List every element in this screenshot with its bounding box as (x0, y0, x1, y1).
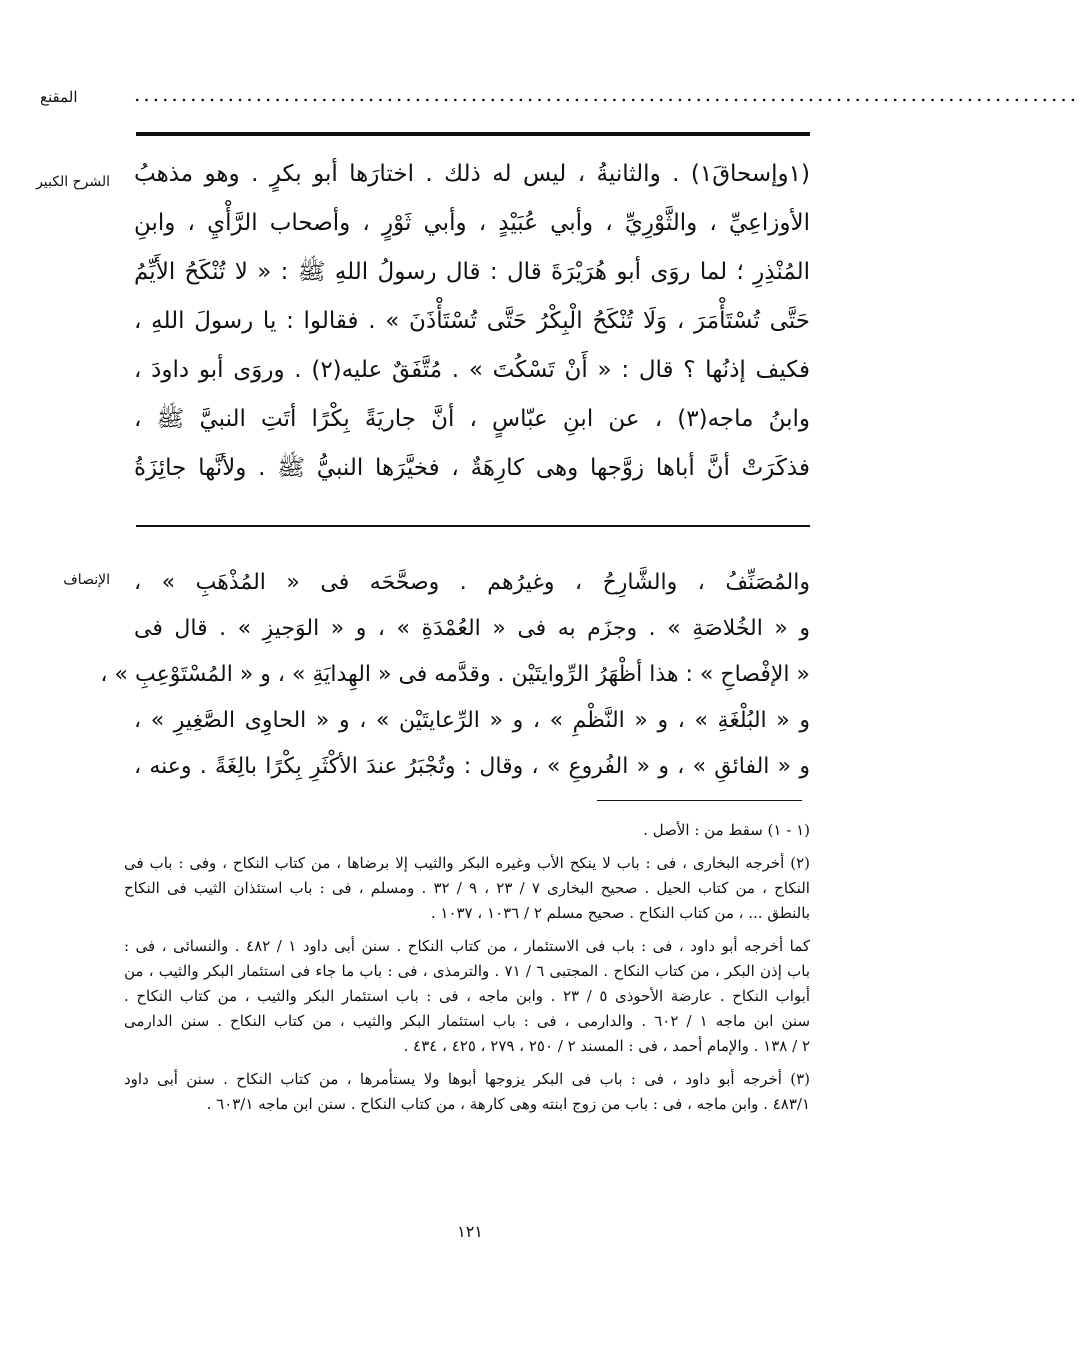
insaf-section-label: الإنصاف (63, 572, 110, 588)
footnote-line: باب إذن البكر ، من كتاب النكاح . المجتبى ٦ / ٧١ . والترمذى ، فى : باب ما جاء فى استئمار البكر والثيب ، من (124, 962, 810, 980)
main-text-line: الأوزاعِيِّ ، والثَّوْرِيِّ ، وأبي عُبَيْدٍ ، وأبي ثَوْرٍ ، وأصحاب الرَّأْيِ ، وابنِ (134, 210, 810, 236)
main-section-text (134, 150, 810, 493)
header-dotted-leader: ..................................................................................................... (134, 82, 1079, 106)
footnote-line: ٢ / ١٣٨ . والإمام أحمد ، فى : المسند ٢ / ٢٥٠ ، ٢٧٩ ، ٤٢٥ ، ٤٣٤ . (403, 1037, 810, 1055)
insaf-section-text (100, 560, 810, 790)
main-text-line: فذكَرَتْ أنَّ أباها زوَّجها وهى كارِهَةٌ ، فخيَّرَها النبيُّ ﷺ . ولأنَّها جائِزَةُ (134, 455, 810, 481)
footnote-line: بالنطق ... ، من كتاب النكاح . صحيح مسلم ٢ / ١٠٣٦ ، ١٠٣٧ . (430, 904, 810, 922)
footnote-line: ٤٨٣/١ . وابن ماجه ، فى : باب من زوج ابنته وهى كارهة ، من كتاب النكاح . سنن ابن ماجه ٦٠٣/١ . (206, 1095, 810, 1113)
main-section-label: الشرح الكبير (36, 174, 110, 190)
footnotes (124, 818, 810, 1117)
page-number: ١٢١ (457, 1222, 483, 1241)
insaf-text-line: و « الخُلاصَةِ » . وجزَم به فى « العُمْدَةِ » ، و « الوَجيزِ » . قال فى (134, 616, 810, 641)
footnote-rule (597, 800, 802, 801)
footnote-line: (١ - ١) سقط من : الأصل . (643, 821, 810, 839)
section-divider (136, 525, 810, 527)
insaf-text-line: والمُصَنِّفُ ، والشَّارِحُ ، وغيرُهم . وصحَّحَه فى « المُذْهَبِ » ، (134, 570, 810, 595)
main-text-line: المُنْذِرِ ؛ لما روَى أبو هُرَيْرَةَ قال : قال رسولُ اللهِ ﷺ : « لا تُنْكَحُ الأَيِّمُ (134, 259, 810, 285)
main-text-line: فكيف إذنُها ؟ قال : « أَنْ تَسْكُتَ » . مُتَّفَقٌ عليه(٢) . وروَى أبو داودَ ، (134, 357, 810, 383)
footnote-line: (٢) أخرجه البخارى ، فى : باب لا ينكح الأب وغيره البكر والثيب إلا برضاها ، من كتاب النكاح ، وفى : باب فى (124, 854, 810, 872)
header-rule (136, 132, 810, 136)
footnote-line: النكاح ، من كتاب الحيل . صحيح البخارى ٧ / ٢٣ ، ٩ / ٣٢ . ومسلم ، فى : باب استئذان الثيب فى النكاح (124, 879, 810, 897)
main-text-line: (١وإسحاقَ١) . والثانيةُ ، ليس له ذلك . اختارَها أبو بكرٍ . وهو مذهبُ (134, 161, 810, 187)
main-text-line: حَتَّى تُسْتَأْمَرَ ، وَلَا تُنْكَحُ الْبِكْرُ حَتَّى تُسْتَأْذَنَ » . فقالوا : يا رسولَ اللهِ ، (134, 308, 810, 334)
footnote-line: أبواب النكاح . عارضة الأحوذى ٥ / ٢٣ . وابن ماجه ، فى : باب استئمار البكر والثيب ، من كتاب النكاح . (124, 987, 811, 1005)
footnote-line: (٣) أخرجه أبو داود ، فى : باب فى البكر يزوجها أبوها ولا يستأمرها ، من كتاب النكاح . سنن أبى داود (124, 1070, 810, 1088)
footnote-line: سنن ابن ماجه ١ / ٦٠٢ . والدارمى ، فى : باب استئمار البكر والثيب ، من كتاب النكاح . سنن الدارمى (124, 1012, 811, 1030)
insaf-text-line: و « البُلْغَةِ » ، و « النَّظْمِ » ، و « الرِّعايتَيْن » ، و « الحاوِى الصَّغِيرِ » ، (134, 708, 810, 733)
book-title-label: المقنع (40, 88, 78, 106)
main-text-line: وابنُ ماجه(٣) ، عن ابنِ عبّاسٍ ، أنَّ جاريَةً بِكْرًا أتَتِ النبيَّ ﷺ ، (134, 406, 810, 432)
insaf-text-line: و « الفائقِ » ، و « الفُروعِ » ، وقال : وتُجْبَرُ عندَ الأكْثَرِ بِكْرًا بالِغَةً . وعنه ، (134, 754, 810, 779)
insaf-text-line: « الإفْصاحِ » : هذا أظْهَرُ الرِّوايتَيْن . وقدَّمه فى « الهِدايَةِ » ، و « المُسْتَوْعِبِ » ، (100, 662, 810, 687)
footnote-line: كما أخرجه أبو داود ، فى : باب فى الاستئمار ، من كتاب النكاح . سنن أبى داود ١ / ٤٨٢ . والنسائى ، فى : (124, 937, 811, 955)
